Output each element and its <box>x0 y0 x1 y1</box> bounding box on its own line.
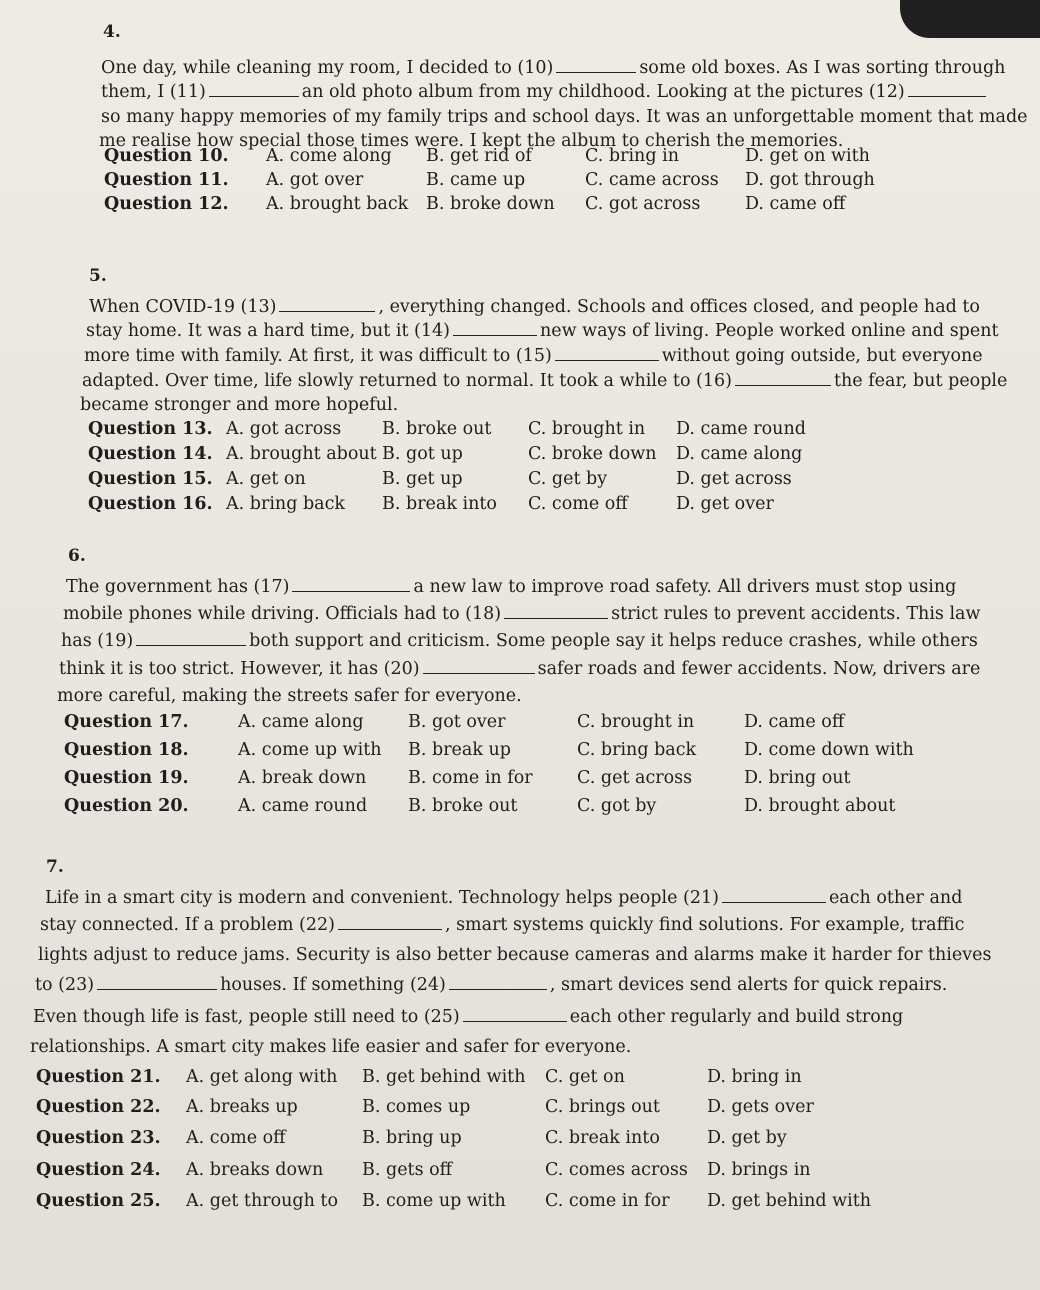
answer-option[interactable]: A. break down <box>238 768 367 788</box>
answer-option[interactable]: A. come off <box>186 1128 286 1148</box>
answer-option[interactable]: D. gets over <box>707 1097 814 1117</box>
question-row <box>0 444 1040 468</box>
passage-text: One day, while cleaning my room, I decided to (10) <box>101 58 554 78</box>
passage-line <box>89 296 980 318</box>
answer-blank[interactable] <box>555 346 659 361</box>
answer-option[interactable]: C. get across <box>577 768 693 788</box>
question-row <box>0 1160 1040 1184</box>
passage-line <box>101 57 1005 79</box>
answer-option[interactable]: C. come in for <box>545 1191 670 1211</box>
question-label: Question 12. <box>104 194 229 214</box>
question-row <box>0 1097 1040 1121</box>
answer-blank[interactable] <box>97 975 217 990</box>
passage-text: an old photo album from my childhood. Looking at the pictures (12) <box>301 82 905 102</box>
answer-option[interactable]: C. break into <box>545 1128 660 1148</box>
question-label: Question 17. <box>64 712 189 732</box>
answer-option[interactable]: D. get behind with <box>707 1191 872 1211</box>
answer-option[interactable]: B. come up with <box>362 1191 506 1211</box>
answer-option[interactable]: A. come along <box>266 146 392 166</box>
answer-blank[interactable] <box>556 58 636 73</box>
question-label: Question 19. <box>64 768 189 788</box>
answer-option[interactable]: D. get on with <box>745 146 870 166</box>
passage-text: safer roads and fewer accidents. Now, drivers are <box>537 659 981 679</box>
passage-text: lights adjust to reduce jams. Security is also better because cameras and alarms make it harder for thieves <box>38 945 992 965</box>
question-row <box>0 1067 1040 1091</box>
answer-blank[interactable] <box>209 82 299 97</box>
answer-option[interactable]: A. come up with <box>238 740 382 760</box>
passage-text: each other and <box>828 888 963 908</box>
passage-text: , smart systems quickly find solutions. For example, traffic <box>444 915 965 935</box>
passage-text: think it is too strict. However, it has (20) <box>59 659 420 679</box>
answer-option[interactable]: B. break into <box>382 494 497 514</box>
answer-option[interactable]: A. breaks up <box>186 1097 298 1117</box>
passage-text: Life in a smart city is modern and convenient. Technology helps people (21) <box>45 888 719 908</box>
answer-option[interactable]: B. got up <box>382 444 463 464</box>
answer-option[interactable]: D. get by <box>707 1128 787 1148</box>
answer-blank[interactable] <box>453 321 537 336</box>
answer-blank[interactable] <box>449 975 547 990</box>
answer-option[interactable]: A. came along <box>238 712 364 732</box>
passage-text: strict rules to prevent accidents. This law <box>611 604 981 624</box>
answer-option[interactable]: A. came round <box>238 796 368 816</box>
answer-option[interactable]: A. bring back <box>226 494 346 514</box>
passage-text: more time with family. At first, it was difficult to (15) <box>84 346 552 366</box>
question-label: Question 10. <box>104 146 229 166</box>
question-row <box>0 419 1040 443</box>
answer-option[interactable]: D. got through <box>745 170 875 190</box>
question-label: Question 24. <box>36 1160 161 1180</box>
passage-text: stay home. It was a hard time, but it (14) <box>86 321 450 341</box>
binder-clip <box>900 0 1040 38</box>
passage-text: to (23) <box>35 975 95 995</box>
passage-text: mobile phones while driving. Officials had to (18) <box>63 604 502 624</box>
answer-option[interactable]: B. get rid of <box>426 146 532 166</box>
passage-text: became stronger and more hopeful. <box>80 395 399 415</box>
question-label: Question 20. <box>64 796 189 816</box>
answer-option[interactable]: A. brought back <box>266 194 409 214</box>
passage-line <box>45 887 962 909</box>
passage-text: a new law to improve road safety. All drivers must stop using <box>413 577 957 597</box>
question-label: Question 21. <box>36 1067 161 1087</box>
passage-text: new ways of living. People worked online and spent <box>539 321 999 341</box>
passage-text: so many happy memories of my family trips and school days. It was an unforgettable moment that made <box>101 107 1028 127</box>
passage-line <box>57 685 522 707</box>
passage-text: houses. If something (24) <box>220 975 446 995</box>
question-row <box>0 796 1040 820</box>
passage-text: stay connected. If a problem (22) <box>40 915 335 935</box>
answer-option[interactable]: B. break up <box>408 740 511 760</box>
passage-text: adapted. Over time, life slowly returned to normal. It took a while to (16) <box>82 371 732 391</box>
passage-text: them, I (11) <box>101 82 206 102</box>
question-row <box>0 1128 1040 1152</box>
answer-option[interactable]: B. broke out <box>382 419 492 439</box>
answer-blank[interactable] <box>735 371 831 386</box>
passage-text: relationships. A smart city makes life easier and safer for everyone. <box>30 1037 632 1057</box>
answer-option[interactable]: D. came along <box>676 444 803 464</box>
question-label: Question 23. <box>36 1128 161 1148</box>
question-row <box>0 768 1040 792</box>
question-label: Question 14. <box>88 444 213 464</box>
answer-option[interactable]: C. brings out <box>545 1097 660 1117</box>
answer-blank[interactable] <box>136 631 246 646</box>
passage-text: When COVID-19 (13) <box>89 297 277 317</box>
passage-line <box>63 603 980 625</box>
answer-blank[interactable] <box>279 297 375 312</box>
passage-line <box>33 1006 903 1028</box>
passage-text: me realise how special those times were. I kept the album to cherish the memories. <box>99 131 844 151</box>
passage-text: each other regularly and build strong <box>569 1007 904 1027</box>
answer-blank[interactable] <box>463 1007 567 1022</box>
passage-line <box>61 630 978 652</box>
question-row <box>0 170 1040 194</box>
passage-text: has (19) <box>61 631 134 651</box>
question-label: Question 25. <box>36 1191 161 1211</box>
answer-option[interactable]: B. broke down <box>426 194 555 214</box>
passage-text: without going outside, but everyone <box>661 346 983 366</box>
question-label: Question 16. <box>88 494 213 514</box>
answer-option[interactable]: C. got across <box>585 194 701 214</box>
passage-line <box>101 106 1028 128</box>
passage-text: The government has (17) <box>66 577 290 597</box>
question-row <box>0 740 1040 764</box>
answer-option[interactable]: D. bring in <box>707 1067 802 1087</box>
passage-text: some old boxes. As I was sorting through <box>639 58 1006 78</box>
answer-option[interactable]: A. brought about <box>226 444 377 464</box>
answer-option[interactable]: C. come off <box>528 494 628 514</box>
passage-text: more careful, making the streets safer for everyone. <box>57 686 522 706</box>
answer-option[interactable]: A. got across <box>226 419 342 439</box>
answer-option[interactable]: D. get over <box>676 494 774 514</box>
question-row <box>0 469 1040 493</box>
question-row <box>0 1191 1040 1215</box>
answer-option[interactable]: C. broke down <box>528 444 657 464</box>
exercise-number: 6. <box>68 546 86 566</box>
answer-option[interactable]: C. got by <box>577 796 657 816</box>
answer-option[interactable]: A. get along with <box>186 1067 338 1087</box>
answer-option[interactable]: B. comes up <box>362 1097 471 1117</box>
answer-option[interactable]: D. get across <box>676 469 792 489</box>
question-label: Question 22. <box>36 1097 161 1117</box>
answer-blank[interactable] <box>423 659 535 674</box>
passage-line <box>86 320 999 342</box>
answer-option[interactable]: A. get through to <box>186 1191 338 1211</box>
answer-option[interactable]: C. brought in <box>528 419 646 439</box>
answer-option[interactable]: B. came up <box>426 170 526 190</box>
answer-option[interactable]: B. bring up <box>362 1128 462 1148</box>
answer-option[interactable]: B. got over <box>408 712 506 732</box>
answer-option[interactable]: D. came off <box>744 712 845 732</box>
answer-blank[interactable] <box>504 604 608 619</box>
exercise-number: 7. <box>46 857 64 877</box>
answer-option[interactable]: C. get by <box>528 469 608 489</box>
answer-option[interactable]: B. get behind with <box>362 1067 526 1087</box>
passage-line <box>38 944 991 966</box>
passage-line <box>30 1036 631 1058</box>
answer-option[interactable]: C. bring in <box>585 146 679 166</box>
answer-blank[interactable] <box>722 888 826 903</box>
answer-option[interactable]: A. got over <box>266 170 364 190</box>
question-label: Question 18. <box>64 740 189 760</box>
passage-line <box>66 576 956 598</box>
question-label: Question 13. <box>88 419 213 439</box>
question-row <box>0 146 1040 170</box>
question-row <box>0 194 1040 218</box>
answer-blank[interactable] <box>908 82 986 97</box>
passage-text: Even though life is fast, people still need to (25) <box>33 1007 460 1027</box>
answer-option[interactable]: C. brought in <box>577 712 695 732</box>
passage-line <box>101 81 989 103</box>
passage-text: both support and criticism. Some people say it helps reduce crashes, while others <box>249 631 978 651</box>
passage-text: , everything changed. Schools and offices closed, and people had to <box>378 297 980 317</box>
passage-line <box>35 974 947 996</box>
answer-option[interactable]: D. brought about <box>744 796 896 816</box>
answer-option[interactable]: D. bring out <box>744 768 851 788</box>
answer-option[interactable]: B. get up <box>382 469 463 489</box>
answer-option[interactable]: C. came across <box>585 170 719 190</box>
exercise-number: 4. <box>103 22 121 42</box>
question-row <box>0 494 1040 518</box>
exercise-number: 5. <box>89 266 107 286</box>
question-label: Question 15. <box>88 469 213 489</box>
answer-option[interactable]: D. came round <box>676 419 806 439</box>
answer-option[interactable]: D. came off <box>745 194 846 214</box>
passage-text: , smart devices send alerts for quick repairs. <box>549 975 948 995</box>
answer-option[interactable]: B. come in for <box>408 768 533 788</box>
answer-blank[interactable] <box>292 577 410 592</box>
passage-text: the fear, but people <box>833 371 1008 391</box>
passage-line <box>59 658 980 680</box>
answer-option[interactable]: B. broke out <box>408 796 518 816</box>
answer-option[interactable]: C. get on <box>545 1067 625 1087</box>
passage-line <box>82 370 1007 392</box>
answer-option[interactable]: D. come down with <box>744 740 914 760</box>
passage-line <box>84 345 983 367</box>
answer-option[interactable]: B. gets off <box>362 1160 453 1180</box>
answer-option[interactable]: A. breaks down <box>186 1160 324 1180</box>
answer-option[interactable]: C. bring back <box>577 740 697 760</box>
question-row <box>0 712 1040 736</box>
answer-option[interactable]: D. brings in <box>707 1160 811 1180</box>
passage-line <box>40 914 964 936</box>
answer-option[interactable]: A. get on <box>226 469 306 489</box>
answer-blank[interactable] <box>338 915 442 930</box>
passage-line <box>80 394 398 416</box>
question-label: Question 11. <box>104 170 229 190</box>
answer-option[interactable]: C. comes across <box>545 1160 688 1180</box>
